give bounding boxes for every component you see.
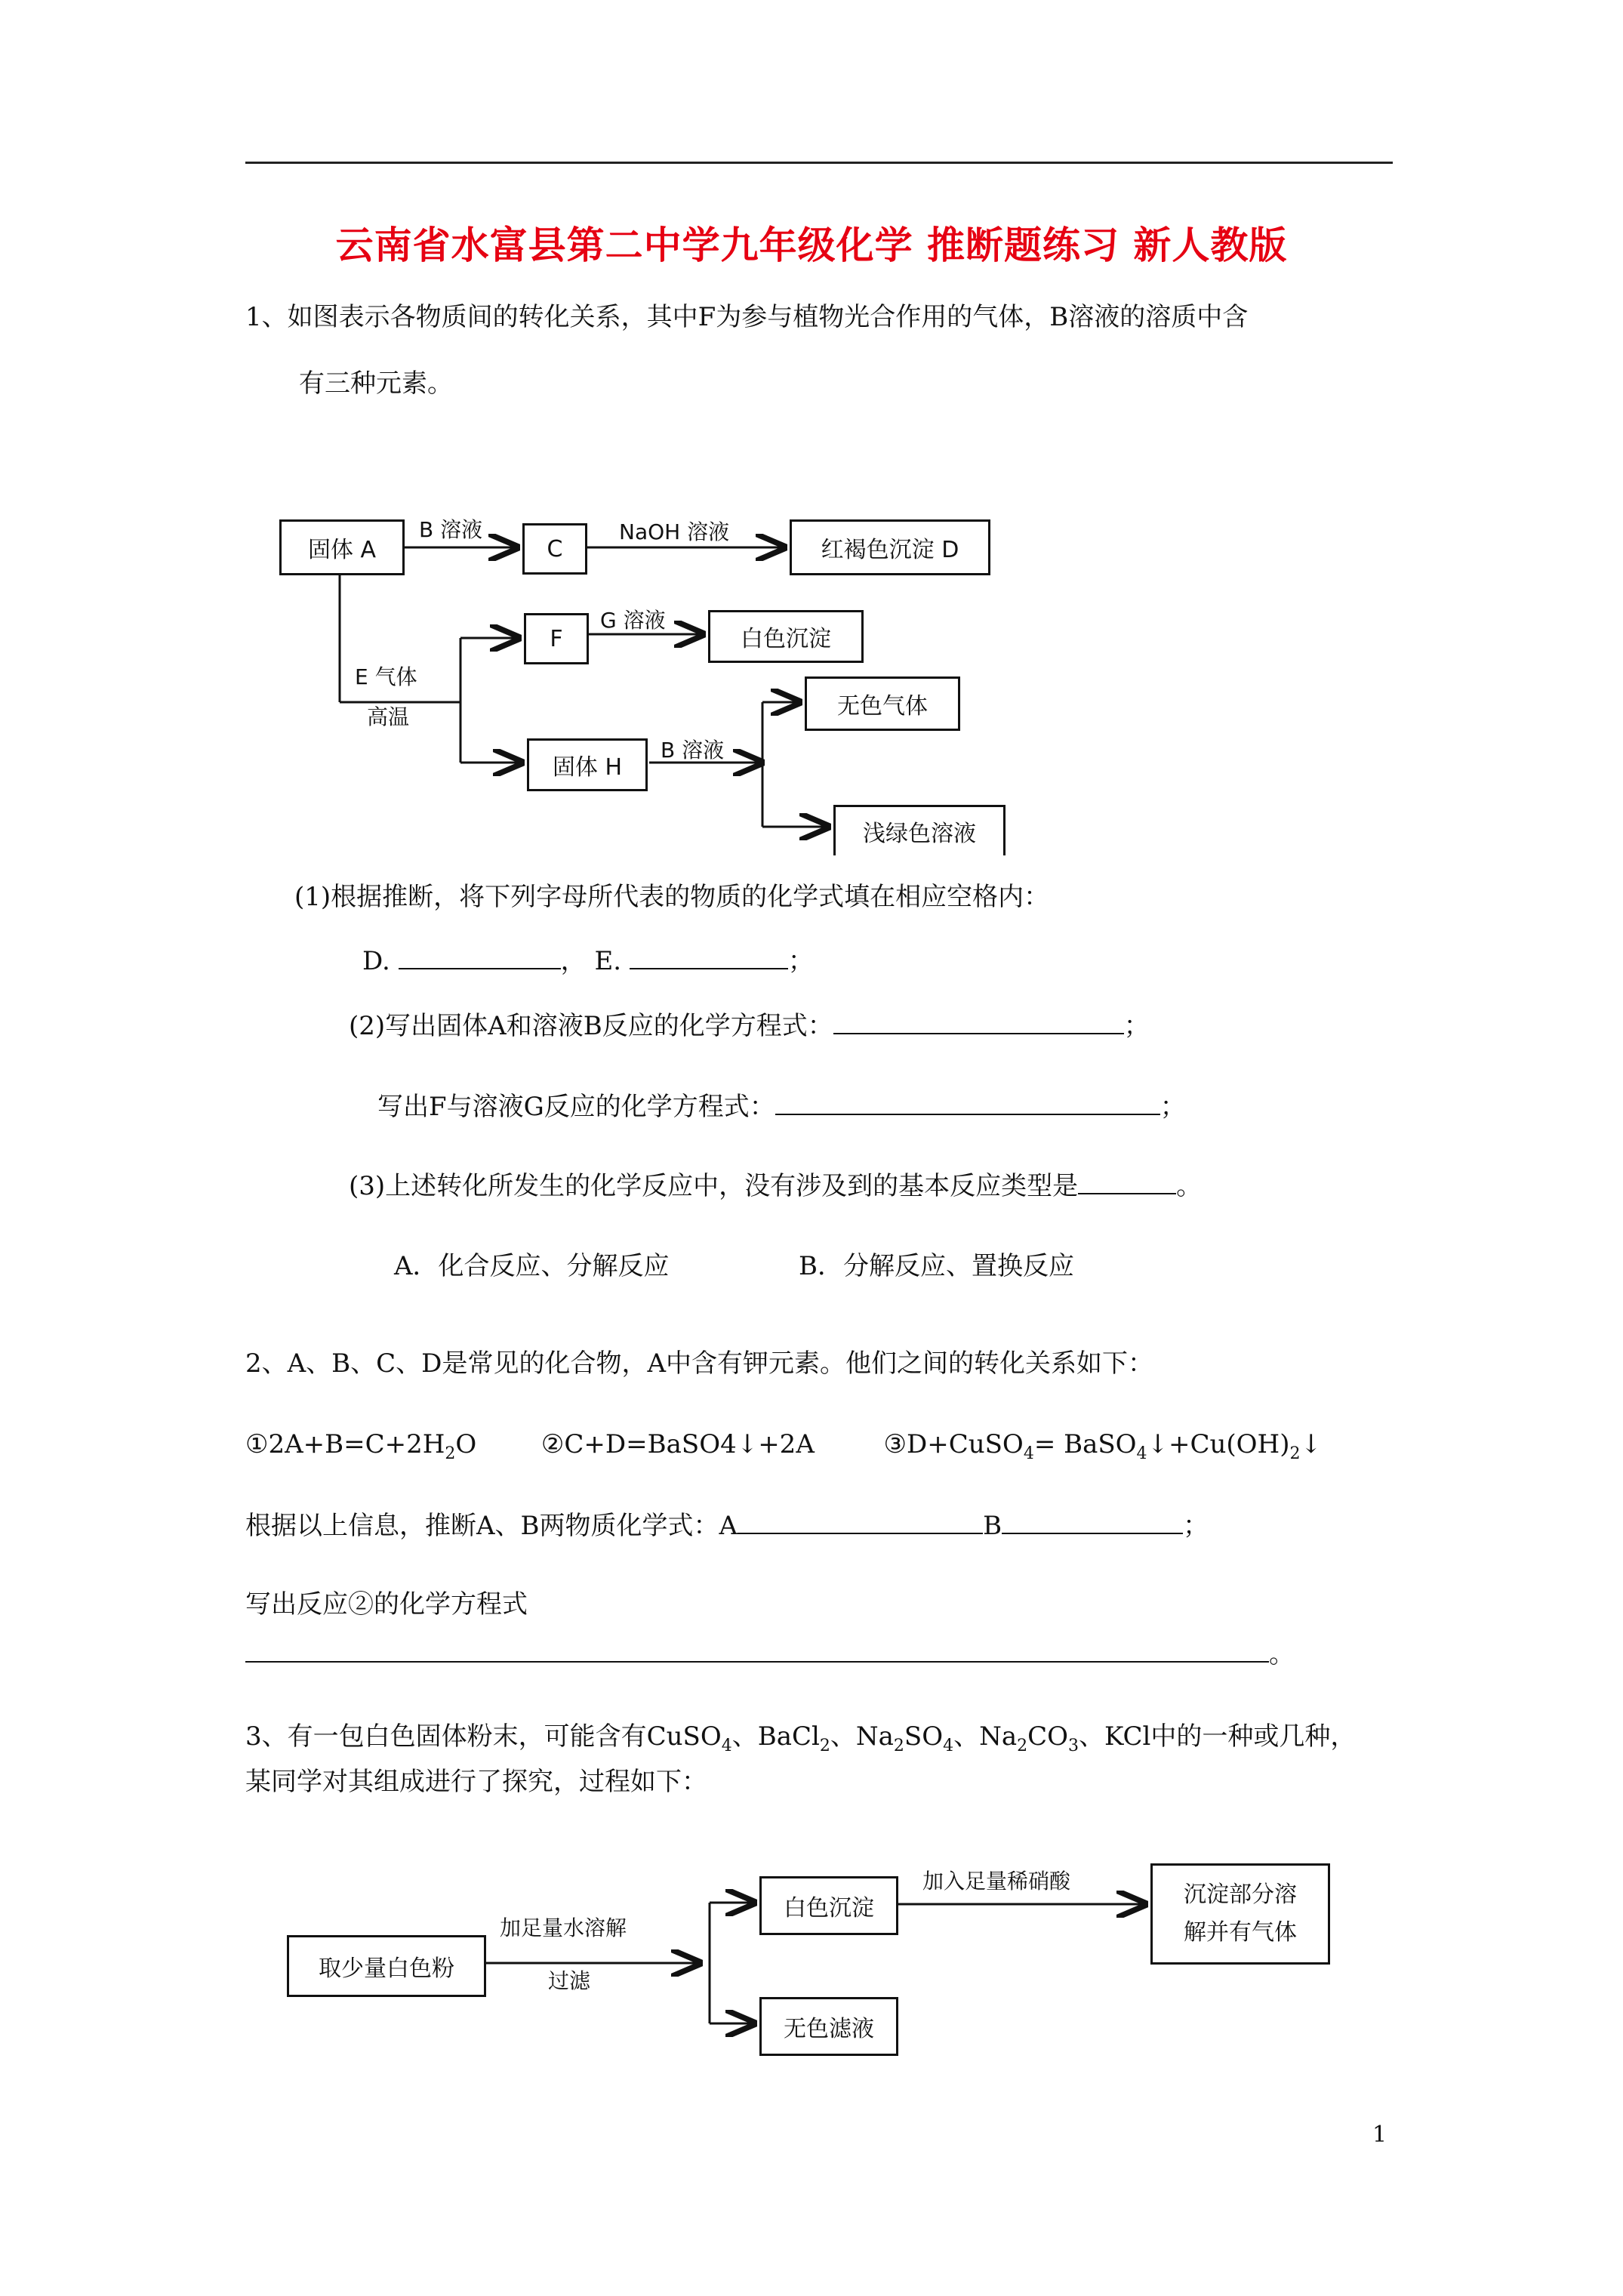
q1-part2b-text: 写出F与溶液G反应的化学方程式： bbox=[377, 1092, 775, 1122]
q1-box-light-green-solution: 浅绿色溶液 bbox=[833, 805, 1006, 855]
page-title: 云南省水富县第二中学九年级化学 推断题练习 新人教版 bbox=[335, 223, 1288, 267]
q1-option-a: A．化合反应、分解反应 bbox=[394, 1251, 670, 1281]
q3-label-add-water: 加足量水溶解 bbox=[500, 1915, 627, 1940]
q1-box-red-brown-ppt-d: 红褐色沉淀 D bbox=[790, 519, 990, 575]
q1-p3-end: 。 bbox=[1176, 1171, 1203, 1201]
q1-p2b-end: ； bbox=[1160, 1092, 1186, 1122]
q1-p1-end: ； bbox=[787, 946, 814, 976]
q1-box-c: C bbox=[522, 523, 587, 575]
q2-eq1: $①2A+B=C+2H_2O$ bbox=[245, 1429, 477, 1463]
q1-box-solid-h: 固体 H bbox=[527, 738, 648, 791]
q1-option-b: B．分解反应、置换反应 bbox=[799, 1251, 1074, 1281]
q1-part2-text: (2)写出固体A和溶液B反应的化学方程式： bbox=[349, 1011, 833, 1041]
q1-stem-line1: 1、如图表示各物质间的转化关系，其中F为参与植物光合作用的气体，B溶液的溶质中含 bbox=[245, 302, 1249, 332]
q2-stem: 2、A、B、C、D是常见的化合物，A中含有钾元素。他们之间的转化关系如下： bbox=[245, 1348, 1153, 1379]
q2-eq3: ③D+CuSO$_4$= $BaSO_4↓+Cu(OH)_2↓$ bbox=[883, 1429, 1322, 1463]
q1-part3-text: (3)上述转化所发生的化学反应中，没有涉及到的基本反应类型是 bbox=[349, 1171, 1079, 1201]
q1-label-g-solution: G 溶液 bbox=[600, 608, 666, 633]
q3-box-white-ppt: 白色沉淀 bbox=[759, 1876, 898, 1935]
q1-label-d: D. bbox=[362, 946, 390, 976]
q1-label-b-solution-1: B 溶液 bbox=[419, 517, 483, 542]
q3-box-result bbox=[1150, 1863, 1330, 1965]
page-number: 1 bbox=[1372, 2122, 1387, 2148]
q1-box-solid-a: 固体 A bbox=[279, 519, 405, 575]
q1-box-white-ppt: 白色沉淀 bbox=[708, 610, 864, 663]
q1-label-e: ， E. bbox=[560, 946, 622, 976]
q1-part1: (1)根据推断，将下列字母所代表的物质的化学式填在相应空格内： bbox=[294, 882, 1050, 912]
q1-p2-end: ； bbox=[1123, 1011, 1150, 1041]
q2-infer-end: ； bbox=[1183, 1511, 1209, 1541]
q2-infer-b: B bbox=[983, 1511, 1002, 1541]
q3-result-line1: 沉淀部分溶 bbox=[1184, 1881, 1297, 1908]
q1-label-naoh-solution: NaOH 溶液 bbox=[619, 519, 730, 544]
q1-box-colorless-gas: 无色气体 bbox=[805, 676, 960, 731]
q2-eq2: ②C+D=BaSO4↓+2A bbox=[540, 1429, 815, 1459]
q3-stem-line1: 3、有一包白色固体粉末，可能含有CuSO$_4$、BaCl$_2$、$Na_2SO_4$、$Na_2CO_3$、KCl中的一种或几种， bbox=[245, 1721, 1357, 1755]
q3-stem-line2: 某同学对其组成进行了探究，过程如下： bbox=[245, 1767, 707, 1797]
q1-label-e-gas: E 气体 bbox=[355, 664, 417, 689]
q1-label-b-solution-2: B 溶液 bbox=[661, 738, 725, 763]
q2-infer-text: 根据以上信息，推断A、B两物质化学式：A bbox=[245, 1511, 738, 1541]
q3-label-add-nitric-acid: 加入足量稀硝酸 bbox=[922, 1869, 1071, 1894]
q3-box-colorless-filtrate bbox=[759, 1997, 898, 2056]
q3-box-white-powder: 取少量白色粉 bbox=[287, 1935, 486, 1997]
q1-label-high-temp: 高温 bbox=[367, 704, 410, 729]
q2-write-end: 。 bbox=[1269, 1639, 1295, 1669]
q2-write: 写出反应②的化学方程式 bbox=[245, 1589, 528, 1620]
q1-box-f: F bbox=[524, 613, 589, 664]
q3-result-line2: 解并有气体 bbox=[1184, 1919, 1297, 1946]
q3-filtrate-label: 无色滤液 bbox=[784, 2016, 874, 2042]
q1-stem-line2: 有三种元素。 bbox=[299, 368, 453, 399]
q3-label-filter: 过滤 bbox=[548, 1968, 591, 1993]
